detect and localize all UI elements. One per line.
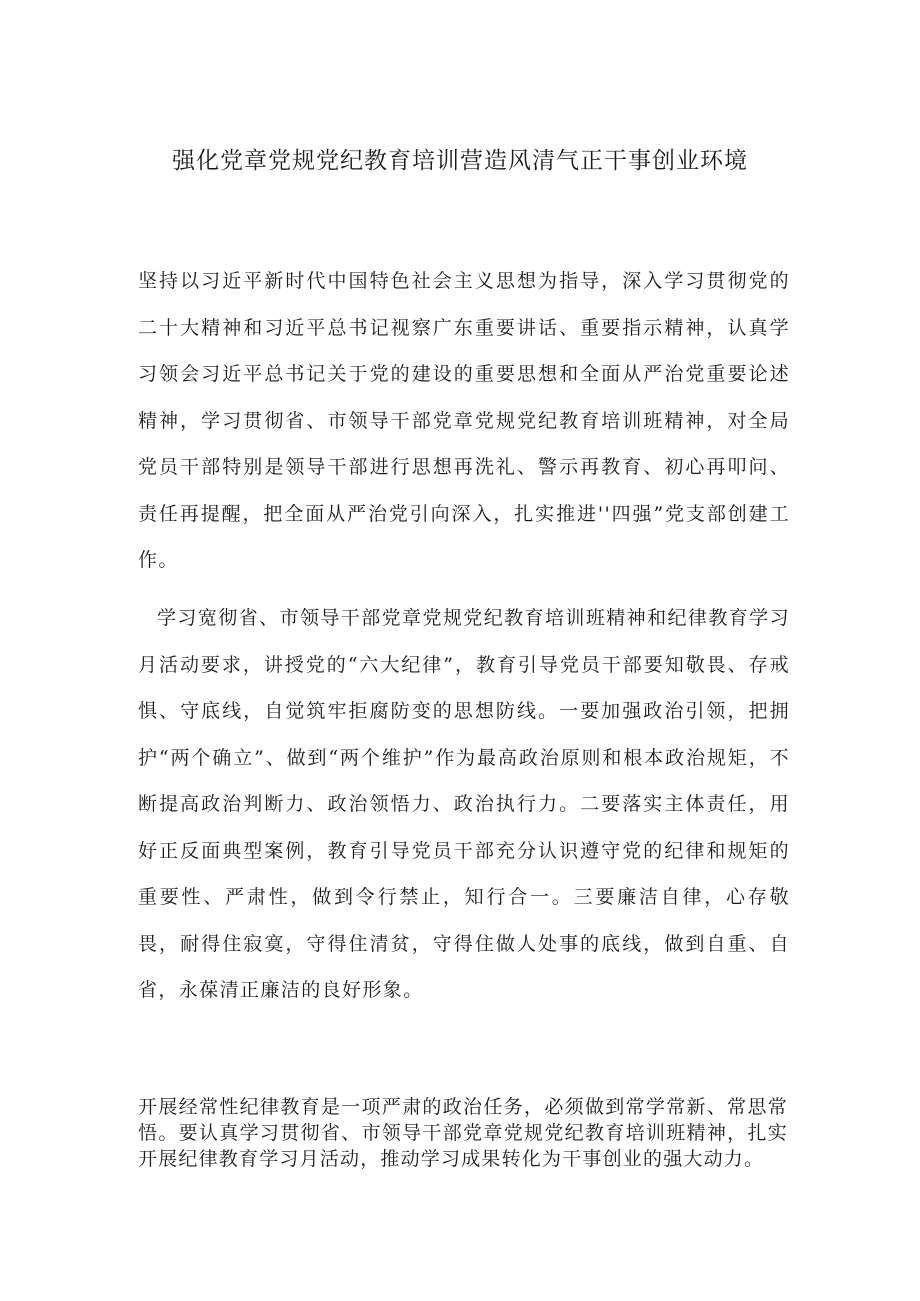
paragraph-1: 坚持以习近平新时代中国特色社会主义思想为指导，深入学习贯彻党的二十大精神和习近平总书记视察广东重要讲话、重要指示精神，认真学习领会习近平总书记关于党的建设的重要思想和全面从严治党重要论述精神，学习贯彻省、市领导干部党章党规党纪教育培训班精神，对全局党员干部特别是领导干部进行思想再洗礼、警示再教育、初心再叩问、责任再提醒，把全面从严治党引向深入，扎实推进''四强”党支部创建工作。 [138,270,790,571]
paragraph-2: 学习宽彻省、市领导干部党章党规党纪教育培训班精神和纪律教育学习月活动要求，讲授党的“六大纪律”，教育引导党员干部要知敬畏、存戒惧、守底线，自觉筑牢拒腐防变的思想防线。一要加强政治引领，把拥护“两个确立”、做到“两个维护”作为最高政治原则和根本政治规矩，不断提高政治判断力、政治领悟力、政治执行力。二要落实主体责任，用好正反面典型案例，教育引导党员干部充分认识遵守党的纪律和规矩的重要性、严肃性，做到令行禁止，知行合一。三要廉洁自律，心存敬畏，耐得住寂寞，守得住清贫，守得住做人处事的底线，做到自重、自省，永葆清正廉洁的良好形象。 [138,607,790,1001]
document-title: 强化党章党规党纪教育培训营造风清气正干事创业环境 [172,148,748,174]
paragraph-3: 开展经常性纪律教育是一项严肃的政治任务，必须做到常学常新、常思常悟。要认真学习贯彻省、市领导干部党章党规党纪教育培训班精神，扎实开展纪律教育学习月活动，推动学习成果转化为干事创业的强大动力。 [138,1096,788,1170]
